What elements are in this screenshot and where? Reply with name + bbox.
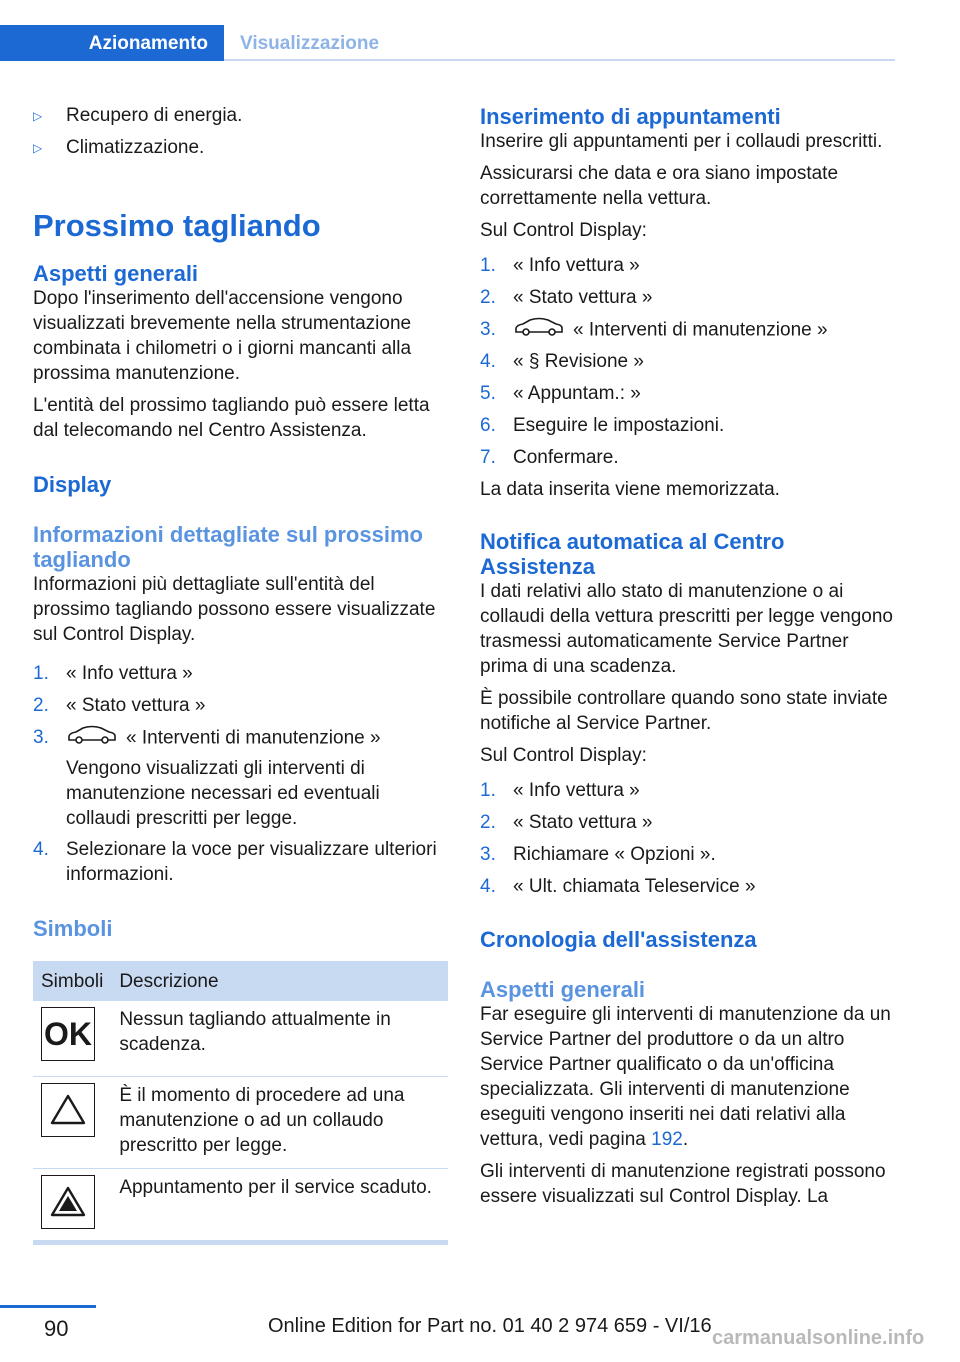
list-item <box>480 285 895 317</box>
step-text: Selezionare la voce per visualizzare ulteriori informazioni. <box>66 839 437 885</box>
list-item-text: Climatizzazione. <box>66 137 205 158</box>
step-text: « Info vettura » <box>513 255 640 276</box>
page-number-rule <box>0 1305 96 1308</box>
section-tab-azionamento[interactable]: Azionamento <box>0 25 224 61</box>
section-title: Prossimo tagliando <box>33 208 321 243</box>
list-item <box>33 725 448 831</box>
step-text: « Appuntam.: » <box>513 383 641 404</box>
table-header-row <box>33 961 448 1001</box>
step-number: 3. <box>480 319 496 340</box>
list-item <box>480 778 895 810</box>
step-number: 1. <box>480 780 496 801</box>
list-item <box>480 349 895 381</box>
vehicle-service-icon <box>66 725 118 752</box>
warning-triangle-filled-icon <box>41 1175 95 1229</box>
list-item <box>480 842 895 874</box>
header-divider <box>224 59 895 61</box>
list-item <box>33 132 448 164</box>
subsection-title: Cronologia dell'assistenza <box>480 927 757 952</box>
vehicle-service-icon <box>513 317 565 344</box>
paragraph: L'entità del prossimo tagliando può essere letta dal telecomando nel Centro Assistenza. <box>33 395 430 441</box>
paragraph: Far eseguire gli interventi di manutenzione da un Service Partner del produttore o da un altro Service Partner qualificato o da un'officina specializzata. Gli interventi di manutenzione eseguiti vengono inseriti nei dati relativi alla vettura, vedi pagina 192. <box>480 1004 891 1150</box>
step-text: Confermare. <box>513 447 619 468</box>
list-item <box>33 693 448 725</box>
step-number: 5. <box>480 383 496 404</box>
step-number: 7. <box>480 447 496 468</box>
step-text: « Stato vettura » <box>513 287 653 308</box>
edition-footer: Online Edition for Part no. 01 40 2 974 659 - VI/16 <box>268 1315 712 1337</box>
list-item <box>480 317 895 349</box>
step-text: « Stato vettura » <box>513 812 653 833</box>
steps-list <box>480 253 895 477</box>
paragraph: È possibile controllare quando sono state inviate notifiche al Service Partner. <box>480 688 888 734</box>
list-item <box>33 100 448 132</box>
step-number: 4. <box>480 351 496 372</box>
step-number: 1. <box>480 255 496 276</box>
page-header <box>0 25 895 61</box>
triangle-bullet-icon: ▷ <box>33 141 43 155</box>
subsection-title: Aspetti generali <box>33 261 199 286</box>
subsection-title: Notifica automatica al Centro Assistenza <box>480 529 785 579</box>
table-cell-description: Appuntamento per il service scaduto. <box>111 1168 448 1242</box>
step-text: « Info vettura » <box>513 780 640 801</box>
paragraph: Sul Control Display: <box>480 220 647 241</box>
subsection-title: Informazioni dettagliate sul prossimo tagliando <box>33 522 423 572</box>
table-header-description: Descrizione <box>111 961 448 1001</box>
step-number: 3. <box>480 844 496 865</box>
step-number: 6. <box>480 415 496 436</box>
table-row <box>33 1168 448 1242</box>
steps-list <box>33 661 448 887</box>
list-item <box>33 661 448 693</box>
subsection-title: Simboli <box>33 916 113 941</box>
list-item-text: Recupero di energia. <box>66 105 243 126</box>
warning-triangle-icon <box>41 1083 95 1137</box>
step-number: 4. <box>480 876 496 897</box>
paragraph: Sul Control Display: <box>480 745 647 766</box>
table-cell-description: Nessun tagliando attualmente in scadenza. <box>111 1001 448 1076</box>
step-number: 4. <box>33 839 49 860</box>
steps-list <box>480 778 895 906</box>
page-number: 90 <box>44 1316 69 1341</box>
paragraph: I dati relativi allo stato di manutenzione o ai collaudi della vettura prescritti per legge vengono trasmessi automaticamente Service Partner prima di una scadenza. <box>480 581 893 677</box>
paragraph: Inserire gli appuntamenti per i collaudi prescritti. <box>480 131 883 152</box>
step-number: 1. <box>33 663 49 684</box>
paragraph: La data inserita viene memorizzata. <box>480 479 780 500</box>
subsection-title: Inserimento di appuntamenti <box>480 104 781 129</box>
step-text: « § Revisione » <box>513 351 644 372</box>
step-text: « Info vettura » <box>66 663 193 684</box>
list-item <box>480 381 895 413</box>
list-item <box>480 810 895 842</box>
table-cell-description: È il momento di procedere ad una manutenzione o ad un collaudo prescritto per legge. <box>111 1076 448 1168</box>
list-item <box>480 413 895 445</box>
table-row <box>33 1076 448 1168</box>
symbols-table <box>33 961 448 1245</box>
list-item <box>480 445 895 477</box>
step-number: 3. <box>33 727 49 748</box>
list-item <box>480 874 895 906</box>
left-column <box>33 100 448 1245</box>
step-number: 2. <box>480 287 496 308</box>
watermark: carmanualsonline.info <box>712 1327 925 1349</box>
step-text: « Ult. chiamata Teleservice » <box>513 876 756 897</box>
step-text: Richiamare « Opzioni ». <box>513 844 716 865</box>
paragraph: Assicurarsi che data e ora siano impostate correttamente nella vettura. <box>480 163 839 209</box>
step-text: « Stato vettura » <box>66 695 206 716</box>
list-item <box>480 253 895 285</box>
page-reference-link[interactable]: 192 <box>651 1129 683 1150</box>
step-text: « Interventi di manutenzione » <box>573 319 828 341</box>
ok-icon: OK <box>41 1007 95 1061</box>
step-text: « Interventi di manutenzione » <box>126 727 381 749</box>
section-tab-visualizzazione[interactable]: Visualizzazione <box>240 32 380 54</box>
right-column <box>480 100 895 1209</box>
subsection-title: Aspetti generali <box>480 977 646 1002</box>
step-text: Eseguire le impostazioni. <box>513 415 725 436</box>
triangle-bullet-icon: ▷ <box>33 109 43 123</box>
paragraph: Dopo l'inserimento dell'accensione vengono visualizzati brevemente nella strumentazione combinata i chilometri o i giorni mancanti alla prossima manutenzione. <box>33 288 412 384</box>
list-item <box>33 837 448 887</box>
subsection-title: Display <box>33 472 112 497</box>
paragraph: Gli interventi di manutenzione registrati possono essere visualizzati sul Control Display. La <box>480 1161 886 1207</box>
step-number: 2. <box>33 695 49 716</box>
table-header-symbols: Simboli <box>33 961 111 1001</box>
step-number: 2. <box>480 812 496 833</box>
table-row <box>33 1001 448 1076</box>
step-description: Vengono visualizzati gli interventi di manutenzione necessari ed eventuali collaudi prescritti per legge. <box>66 758 380 829</box>
paragraph: Informazioni più dettagliate sull'entità del prossimo tagliando possono essere visualizzate sul Control Display. <box>33 574 436 645</box>
